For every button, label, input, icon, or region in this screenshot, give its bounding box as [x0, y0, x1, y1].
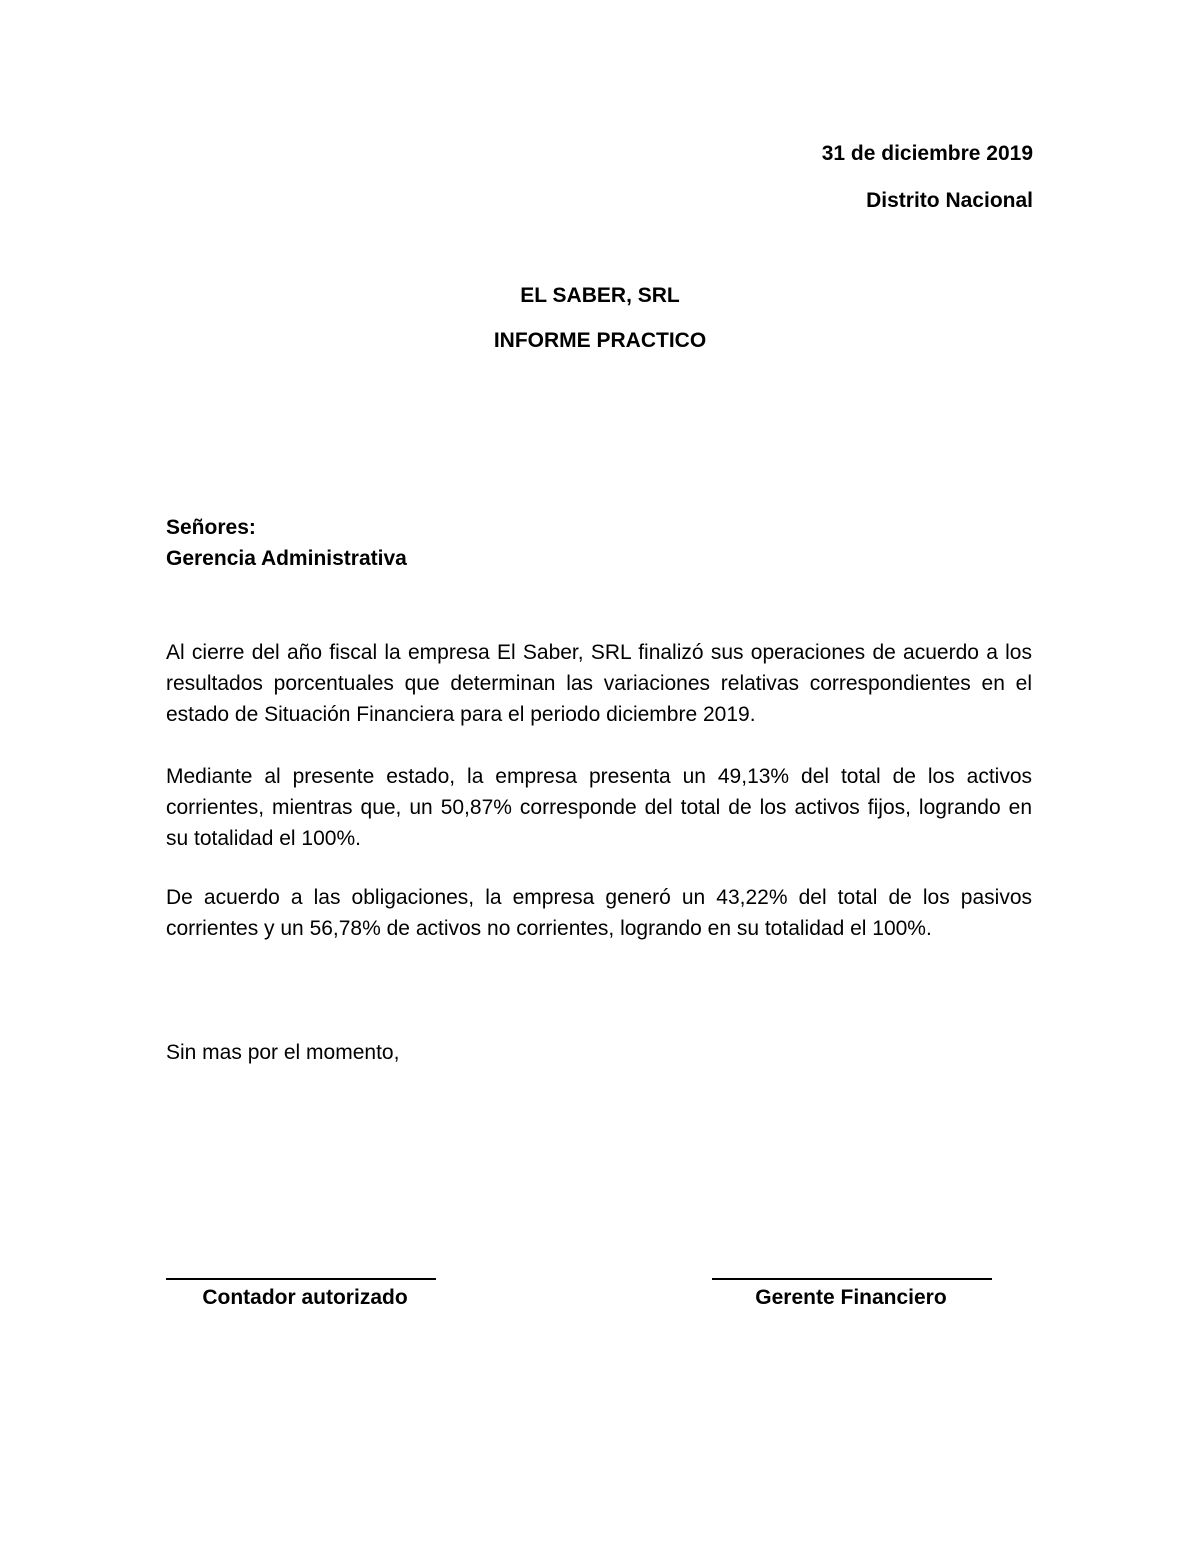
body-paragraph-3: De acuerdo a las obligaciones, la empresa generó un 43,22% del total de los pasivos corrientes y un 56,78% de activos no corrientes, logrando en su totalidad el 100%. [166, 886, 1032, 940]
signature-line-right [712, 1278, 992, 1280]
salutation: Señores: [166, 516, 256, 539]
body-paragraph-1: Al cierre del año fiscal la empresa El Saber, SRL finalizó sus operaciones de acuerdo a los resultados porcentuales que determinan las variaciones relativas correspondientes en el estado de Situación Financiera para el periodo diciembre 2019. [166, 641, 1032, 726]
document-location: Distrito Nacional [866, 189, 1033, 212]
report-title: INFORME PRACTICO [493, 329, 707, 352]
recipient-department: Gerencia Administrativa [166, 547, 407, 570]
signature-line-left [166, 1278, 436, 1280]
company-name: EL SABER, SRL [520, 284, 680, 307]
signature-label-right: Gerente Financiero [755, 1286, 947, 1309]
body-paragraph-2: Mediante al presente estado, la empresa presenta un 49,13% del total de los activos corrientes, mientras que, un 50,87% corresponde del total de los activos fijos, logrando en su totalidad el 100%. [166, 765, 1032, 850]
signature-label-left: Contador autorizado [202, 1286, 408, 1309]
document-date: 31 de diciembre 2019 [821, 142, 1033, 165]
closing-line: Sin mas por el momento, [166, 1041, 400, 1064]
